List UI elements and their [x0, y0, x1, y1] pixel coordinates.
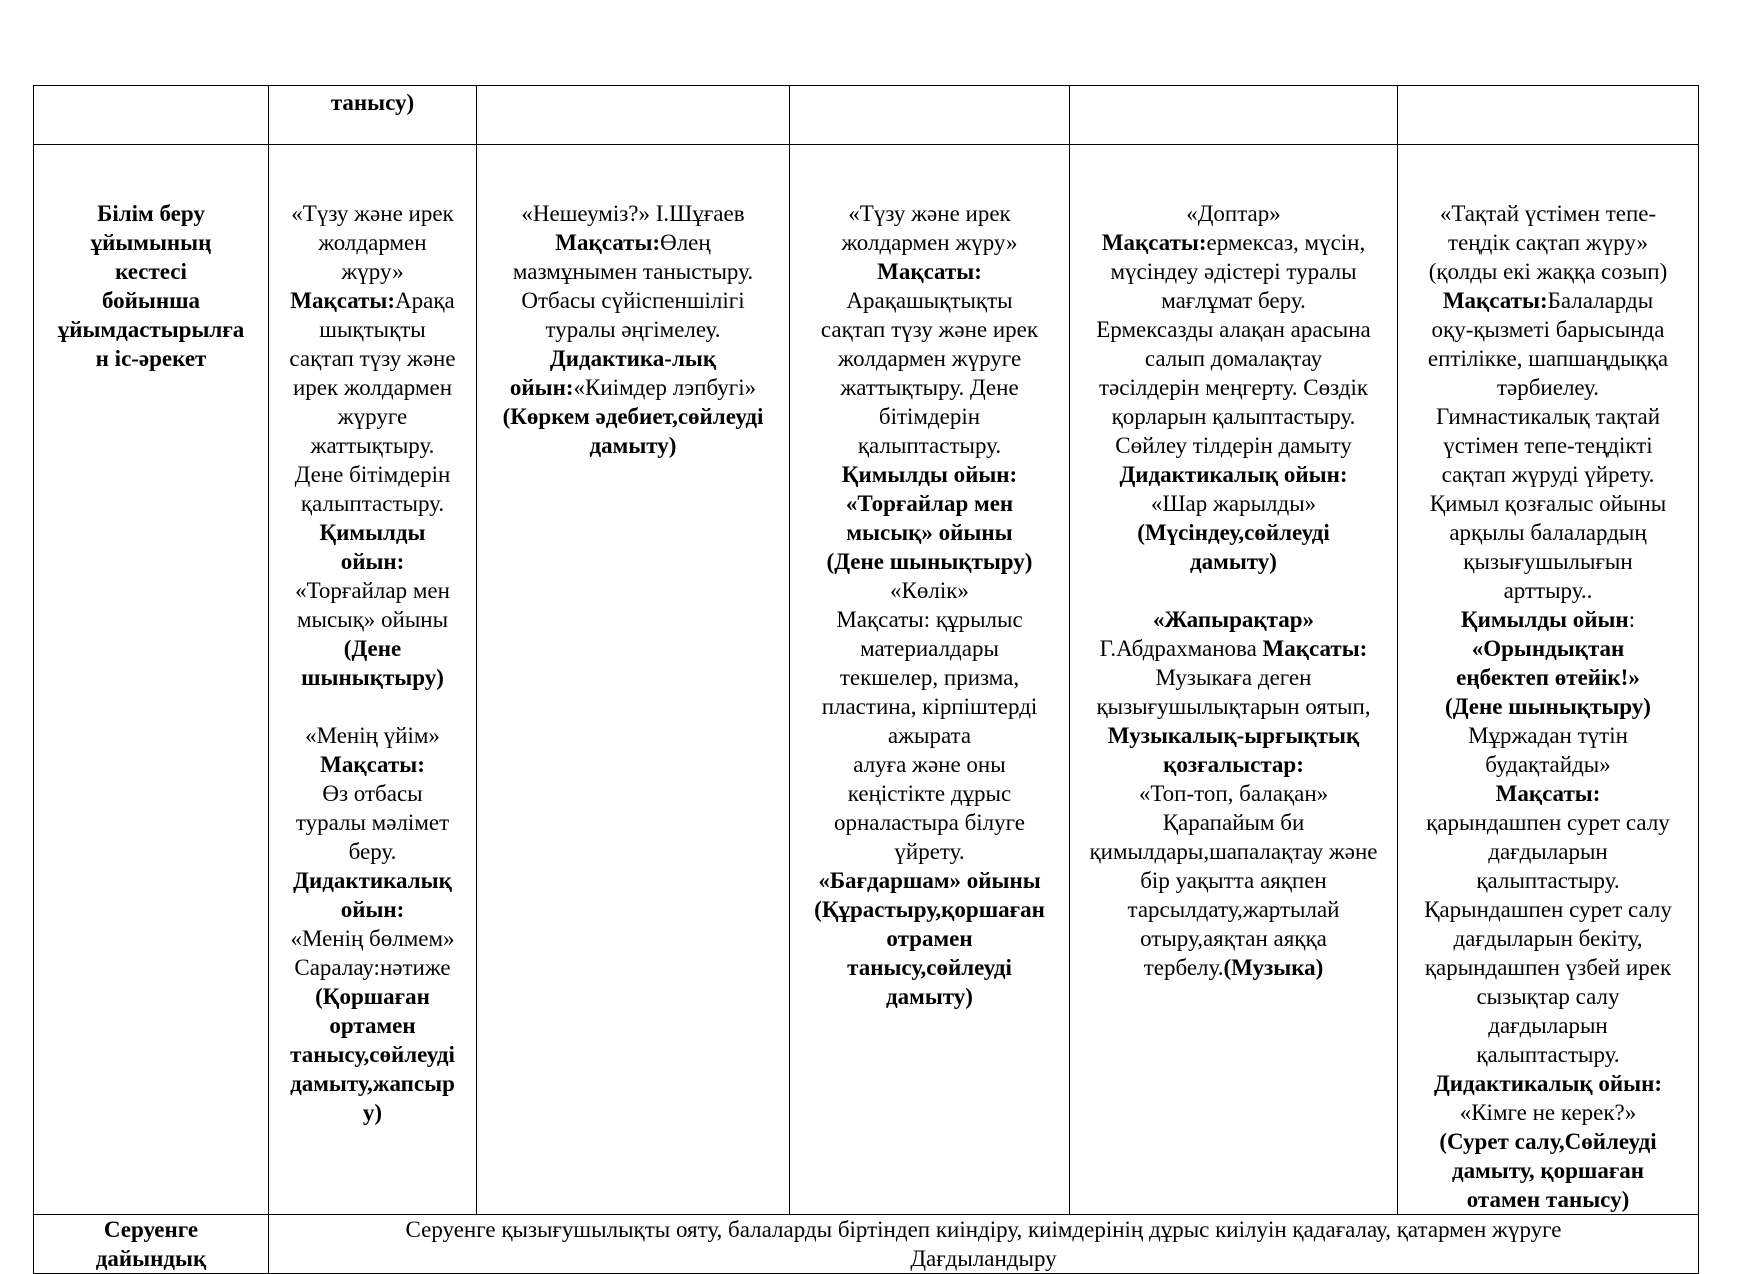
- cell-text: сақтап түзу және: [289, 346, 456, 371]
- cell-text: сақтап жүруді үйрету.: [1441, 462, 1655, 487]
- cell-text: Мақсаты:: [877, 259, 982, 284]
- cell-text: мысық» ойыны: [846, 520, 1013, 545]
- cell-text: ортамен: [329, 1013, 416, 1038]
- cell-text: Қимылды ойын:: [841, 462, 1018, 487]
- cell-text: жолдармен жүруге: [837, 346, 1022, 371]
- cell-text: сақтап түзу және ирек: [820, 317, 1039, 342]
- cell-text: материалдары: [860, 636, 999, 661]
- cell-text: Дене бітімдерін: [294, 462, 451, 487]
- cell-text: үйрету.: [894, 839, 965, 864]
- cell-text: дағдыларын бекіту,: [1453, 926, 1643, 951]
- cell-text: қарындашпен үзбей ирек: [1424, 955, 1672, 980]
- cell-text: дамыту): [886, 984, 973, 1009]
- cell-text: [1074, 576, 1393, 605]
- cell-text: пластина, кірпіштерді: [821, 694, 1038, 719]
- table-cell: [477, 86, 790, 145]
- cell-text: алуға және оны: [853, 752, 1006, 777]
- cell-text: кестесі: [115, 259, 187, 284]
- cell-text: ұйымының: [90, 230, 212, 255]
- cell-text: у): [362, 1100, 383, 1125]
- cell-text: танысу,сөйлеуді: [290, 1042, 455, 1067]
- table-cell: [790, 145, 1070, 1215]
- cell-text: будақтайды»: [1485, 752, 1611, 777]
- cell-text: «Доптар»: [1186, 201, 1281, 226]
- cell-text: Саралау:нәтиже: [294, 955, 451, 980]
- cell-text: Білім беру: [97, 201, 205, 226]
- cell-text: (Дене шынықтыру): [826, 549, 1033, 574]
- cell-text: «Көлік»: [890, 578, 969, 603]
- cell-text: тербелу.(Музыка): [1143, 955, 1324, 980]
- table-cell: [1070, 145, 1398, 1215]
- cell-text: қорларын қалыптастыру.: [1111, 404, 1356, 429]
- cell-text: қарындашпен сурет салу: [1426, 810, 1670, 835]
- cell-text: текшелер, призма,: [839, 665, 1020, 690]
- cell-text: Сөйлеу тілдерін дамыту: [1115, 433, 1352, 458]
- cell-text: отамен танысу): [1466, 1187, 1630, 1212]
- cell-text: жолдармен жүру»: [841, 230, 1018, 255]
- table-cell-merged: [269, 1215, 1699, 1274]
- cell-text: дайындық: [95, 1246, 207, 1271]
- cell-text: қалыптастыру.: [300, 491, 445, 516]
- cell-text: қозғалыстар:: [1163, 752, 1304, 777]
- cell-text: ептілікке, шапшаңдыққа: [1427, 346, 1669, 371]
- cell-text: Серуенге қызығушылықты ояту, балаларды біртіндеп киіндіру, киімдерінің дұрыс киілуін қадағалау, қатармен жүруге: [405, 1217, 1562, 1242]
- cell-text: орналастыра білуге: [834, 810, 1025, 835]
- cell-text: Мақсаты:: [1495, 781, 1601, 806]
- cell-text: бойынша: [101, 288, 201, 313]
- cell-text: (Мүсіндеу,сөйлеуді: [1137, 520, 1330, 545]
- cell-text: дамыту): [1190, 549, 1277, 574]
- cell-text: Мақсаты:ермексаз, мүсін,: [1101, 230, 1366, 255]
- cell-text: «Түзу және ирек: [291, 201, 454, 226]
- cell-text: «Орындықтан: [1471, 636, 1625, 661]
- cell-text: Өз отбасы: [322, 781, 423, 806]
- cell-text: Мақсаты:Балаларды: [1442, 288, 1654, 313]
- table-cell: [1070, 86, 1398, 145]
- cell-text: мазмұнымен таныстыру.: [512, 259, 754, 284]
- cell-text: ұйымдастырылға: [57, 317, 245, 342]
- cell-text: Дидактикалық ойын:: [1433, 1071, 1663, 1096]
- cell-text: Арақашықтықты: [846, 288, 1013, 313]
- cell-text: шықтықты: [319, 317, 426, 342]
- cell-text: отыру,аяқтан аяққа: [1140, 926, 1327, 951]
- cell-text: Қимылды: [319, 520, 426, 545]
- cell-text: «Торғайлар мен: [295, 578, 450, 603]
- cell-text: танысу): [330, 90, 415, 115]
- cell-text: қалыптастыру.: [1476, 1042, 1620, 1067]
- cell-text: танысу,сөйлеуді: [847, 955, 1012, 980]
- cell-text: [273, 692, 472, 721]
- cell-text: ойын:«Киімдер лэпбугі»: [509, 375, 757, 400]
- cell-text: Қарапайым би: [1162, 810, 1305, 835]
- cell-text: мүсіндеу әдістері туралы: [1110, 259, 1357, 284]
- cell-text: «Топ-топ, балақан»: [1138, 781, 1329, 806]
- cell-text: сызықтар салу: [1476, 984, 1620, 1009]
- table-row: [34, 86, 1699, 145]
- cell-text: шынықтыру): [301, 665, 444, 690]
- table-cell: [1398, 86, 1699, 145]
- cell-text: Мұржадан түтін: [1468, 723, 1628, 748]
- cell-text: ойын:: [340, 897, 405, 922]
- cell-text: туралы мәлімет: [295, 810, 450, 835]
- cell-text: салып домалақтау: [1144, 346, 1323, 371]
- table-cell: [477, 145, 790, 1215]
- cell-text: (Қоршаған: [315, 984, 430, 1009]
- cell-text: Серуенге: [103, 1217, 199, 1242]
- cell-text: теңдік сақтап жүру»: [1448, 230, 1648, 255]
- cell-text: Музыкалық-ырғықтық: [1107, 723, 1360, 748]
- cell-text: оқу-қызметі барысында: [1431, 317, 1665, 342]
- cell-text: «Менің үйім»: [305, 723, 440, 748]
- cell-text: дағдыларын: [1488, 1013, 1608, 1038]
- cell-text: Мақсаты: құрылыс: [836, 607, 1023, 632]
- cell-text: ажырата: [887, 723, 972, 748]
- cell-text: Гимнастикалық тақтай: [1435, 404, 1661, 429]
- cell-text: «Тақтай үстімен тепе-: [1439, 201, 1657, 226]
- cell-text: «Шар жарылды»: [1150, 491, 1317, 516]
- cell-text: ирек жолдармен: [292, 375, 453, 400]
- cell-text: арттыру..: [1503, 578, 1593, 603]
- cell-text: дамыту): [589, 433, 677, 458]
- cell-text: дамыту,жапсыр: [290, 1071, 455, 1096]
- cell-text: Қарындашпен сурет салу: [1424, 897, 1672, 922]
- table-cell: [790, 86, 1070, 145]
- cell-text: «Торғайлар мен: [845, 491, 1014, 516]
- cell-text: Мақсаты:Өлең: [555, 230, 711, 255]
- cell-text: жолдармен: [318, 230, 427, 255]
- cell-text: мағлұмат беру.: [1161, 288, 1306, 313]
- cell-text: үстімен тепе-теңдікті: [1443, 433, 1653, 458]
- cell-text: (Дене: [343, 636, 402, 661]
- table-cell: [1398, 145, 1699, 1215]
- cell-text: н іс-әрекет: [95, 346, 207, 371]
- cell-text: Г.Абдрахманова Мақсаты:: [1099, 636, 1368, 661]
- cell-text: Дидактикалық ойын:: [1119, 462, 1348, 487]
- table-cell: [269, 86, 477, 145]
- row-header-organized-activity: [34, 145, 269, 1215]
- cell-text: қалыптастыру.: [1476, 868, 1620, 893]
- cell-text: Ермексазды алақан арасына: [1096, 317, 1371, 342]
- cell-text: еңбектеп өтейік!»: [1456, 665, 1640, 690]
- cell-text: Отбасы сүйіспеншілігі: [521, 288, 745, 313]
- table-cell: [34, 86, 269, 145]
- cell-text: Музыкаға деген: [1155, 665, 1312, 690]
- table-row: [34, 145, 1699, 1215]
- cell-text: беру.: [348, 839, 397, 864]
- cell-text: тәрбиелеу.: [1496, 375, 1600, 400]
- cell-text: қимылдары,шапалақтау және: [1089, 839, 1378, 864]
- cell-text: ойын:: [340, 549, 405, 574]
- cell-text: тарсылдату,жартылай: [1127, 897, 1340, 922]
- cell-text: бітімдерін: [878, 404, 981, 429]
- cell-text: туралы әңгімелеу.: [545, 317, 721, 342]
- cell-text: «Жапырақтар»: [1153, 607, 1314, 632]
- cell-text: кеңістікте дұрыс: [847, 781, 1012, 806]
- table-row: [34, 1215, 1699, 1274]
- cell-text: (Сурет салу,Сөйлеуді: [1439, 1129, 1657, 1154]
- cell-text: (Құрастыру,қоршаған: [814, 897, 1045, 922]
- cell-text: (қолды екі жаққа созып): [1428, 259, 1668, 284]
- cell-text: Мақсаты:: [320, 752, 425, 777]
- cell-text: жүруге: [337, 404, 408, 429]
- cell-text: жаттықтыру. Дене: [840, 375, 1019, 400]
- cell-text: «Бағдаршам» ойыны: [818, 868, 1041, 893]
- cell-text: (Көркем әдебиет,сөйлеуді: [502, 404, 764, 429]
- cell-text: дағдыларын: [1488, 839, 1608, 864]
- table-cell: [269, 145, 477, 1215]
- cell-text: қалыптастыру.: [857, 433, 1002, 458]
- cell-text: Дағдыландыру: [910, 1246, 1057, 1271]
- cell-text: жүру»: [341, 259, 404, 284]
- cell-text: мысық» ойыны: [296, 607, 449, 632]
- cell-text: қызығушылығын: [1463, 549, 1633, 574]
- cell-text: «Менің бөлмем»: [290, 926, 455, 951]
- row-header-walk-preparation: [34, 1215, 269, 1274]
- cell-text: Мақсаты:Арақа: [290, 288, 455, 313]
- cell-text: дамыту, қоршаған: [1451, 1158, 1645, 1183]
- cell-text: Қимылды ойын:: [1460, 607, 1636, 632]
- cell-text: «Нешеуміз?» І.Шұғаев: [521, 201, 745, 226]
- cell-text: (Дене шынықтыру): [1445, 694, 1651, 719]
- cell-text: қызығушылықтарын оятып,: [1096, 694, 1371, 719]
- cell-text: Дидактика-лық: [549, 346, 717, 371]
- cell-text: «Кімге не керек?»: [1459, 1100, 1637, 1125]
- cell-text: Қимыл қозғалыс ойыны: [1429, 491, 1667, 516]
- cell-text: бір уақытта аяқпен: [1140, 868, 1327, 893]
- cell-text: жаттықтыру.: [310, 433, 435, 458]
- cell-text: «Түзу және ирек: [848, 201, 1011, 226]
- cell-text: отрамен: [886, 926, 973, 951]
- cell-text: тәсілдерін меңгерту. Сөздік: [1098, 375, 1369, 400]
- cell-text: Дидактикалық: [293, 868, 452, 893]
- cell-text: арқылы балалардың: [1449, 520, 1647, 545]
- lesson-plan-table: [33, 85, 1699, 1274]
